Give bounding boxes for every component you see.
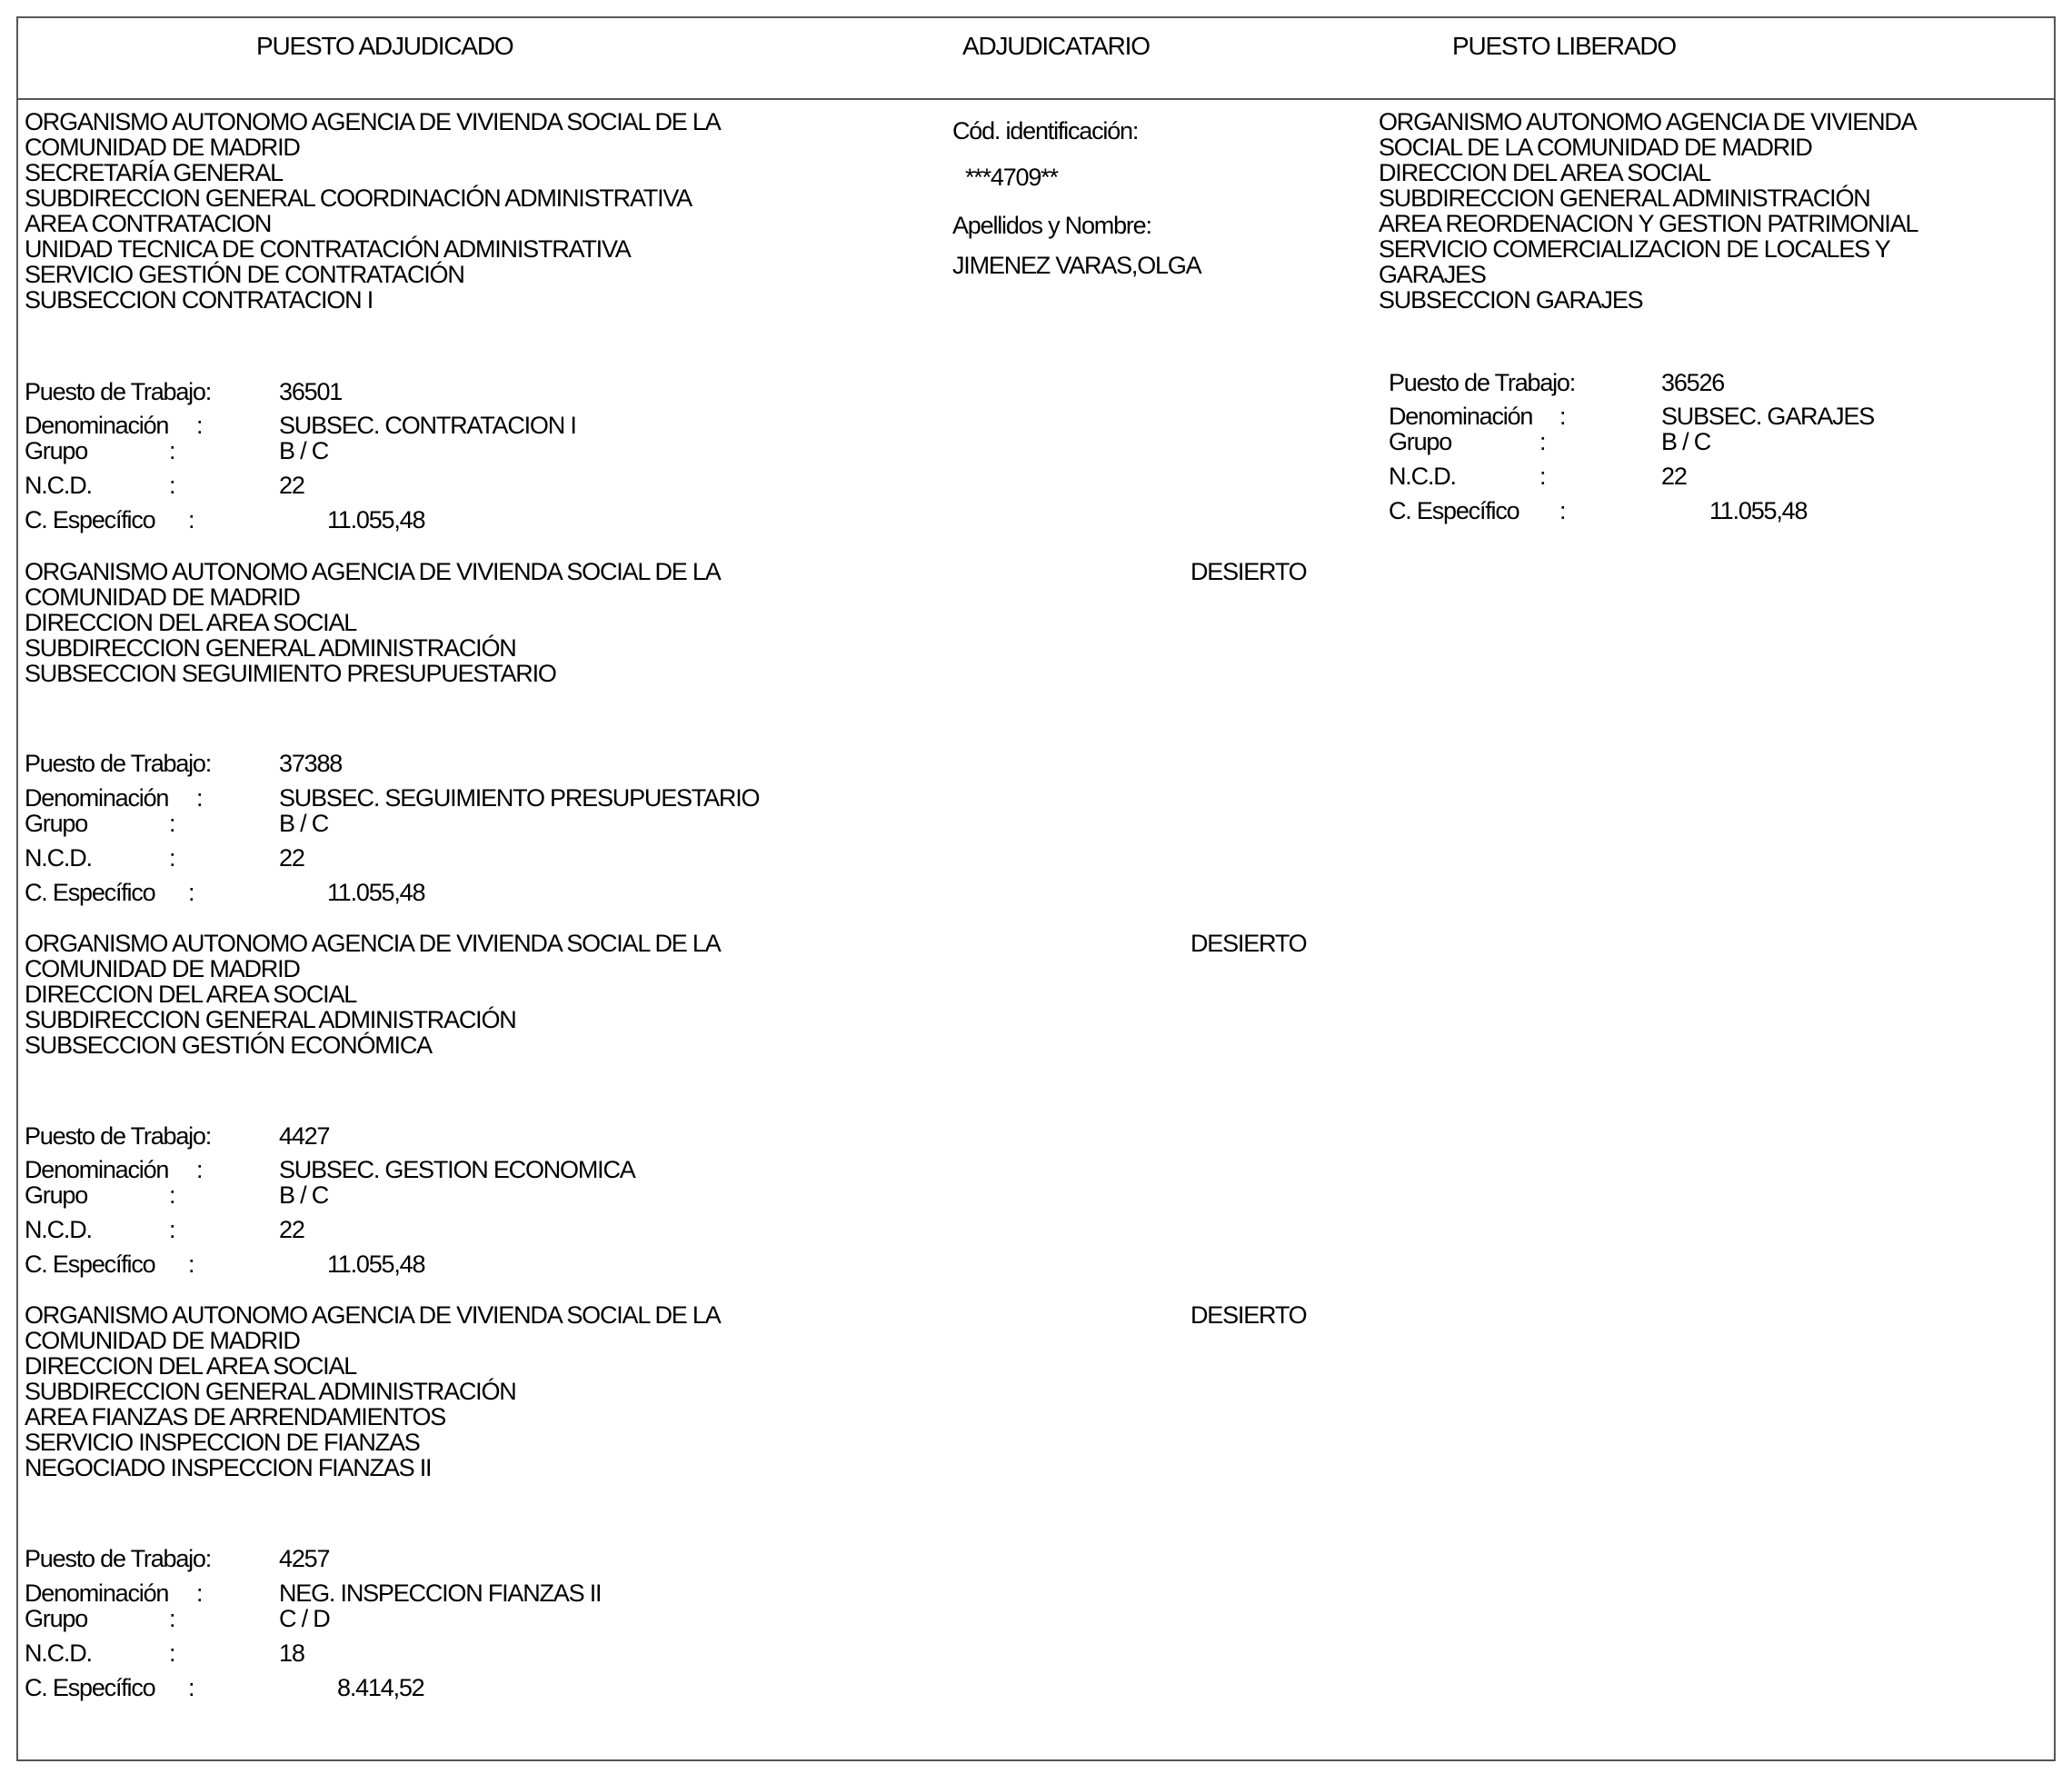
label-denominacion: Denominación	[25, 1580, 169, 1607]
value-especifico: 11.055,48	[327, 879, 425, 906]
colon: :	[1559, 497, 1566, 524]
value-ncd: 22	[1661, 463, 1687, 490]
value-puesto: 36526	[1661, 369, 1725, 396]
org-line: COMUNIDAD DE MADRID	[25, 955, 300, 982]
org-line: GARAJES	[1379, 261, 1486, 288]
value-especifico: 11.055,48	[327, 506, 425, 533]
label-puesto: Puesto de Trabajo:	[25, 750, 212, 777]
value-ncd: 18	[279, 1639, 304, 1667]
status-desierto: DESIERTO	[1190, 1301, 1307, 1329]
value-grupo: C / D	[279, 1605, 330, 1632]
colon: :	[169, 844, 175, 872]
org-line: SUBSECCION GESTIÓN ECONÓMICA	[25, 1032, 432, 1059]
org-line: ORGANISMO AUTONOMO AGENCIA DE VIVIENDA SOCIAL DE LA	[25, 1301, 721, 1329]
org-line: NEGOCIADO INSPECCION FIANZAS II	[25, 1454, 432, 1481]
colon: :	[188, 1674, 194, 1701]
header-puesto-adjudicado: PUESTO ADJUDICADO	[256, 32, 513, 60]
value-denominacion: SUBSEC. GESTION ECONOMICA	[279, 1156, 635, 1183]
label-puesto: Puesto de Trabajo:	[25, 378, 212, 405]
value-grupo: B / C	[279, 437, 329, 464]
entry-4-organization	[25, 1302, 721, 1480]
colon: :	[196, 784, 203, 812]
org-line: AREA REORDENACION Y GESTION PATRIMONIAL	[1379, 210, 1918, 237]
org-line: DIRECCION DEL AREA SOCIAL	[25, 1352, 357, 1380]
label-grupo: Grupo	[25, 810, 88, 837]
colon: :	[169, 437, 175, 464]
header-puesto-liberado: PUESTO LIBERADO	[1452, 32, 1677, 60]
value-denominacion: NEG. INSPECCION FIANZAS II	[279, 1580, 602, 1607]
colon: :	[1539, 463, 1546, 490]
colon: :	[169, 810, 175, 837]
label-especifico: C. Específico	[1389, 497, 1519, 524]
org-line: COMUNIDAD DE MADRID	[25, 583, 300, 611]
org-line: SUBDIRECCION GENERAL ADMINISTRACIÓN	[1379, 184, 1870, 212]
label-especifico: C. Específico	[25, 879, 155, 906]
liberado-organization	[1379, 109, 1918, 313]
value-especifico: 8.414,52	[337, 1674, 424, 1701]
org-line: COMUNIDAD DE MADRID	[25, 134, 300, 161]
org-line: SOCIAL DE LA COMUNIDAD DE MADRID	[1379, 134, 1812, 161]
label-cod-identificacion: Cód. identificación:	[952, 117, 1139, 145]
label-especifico: C. Específico	[25, 1674, 155, 1701]
label-denominacion: Denominación	[25, 784, 169, 812]
label-denominacion: Denominación	[25, 1156, 169, 1183]
label-especifico: C. Específico	[25, 1251, 155, 1278]
value-denominacion: SUBSEC. CONTRATACION I	[279, 412, 576, 439]
org-line: SUBDIRECCION GENERAL ADMINISTRACIÓN	[25, 1006, 516, 1033]
label-apellidos-nombre: Apellidos y Nombre:	[952, 212, 1151, 239]
colon: :	[169, 1216, 175, 1243]
label-ncd: N.C.D.	[25, 1216, 92, 1243]
value-grupo: B / C	[1661, 428, 1711, 455]
label-grupo: Grupo	[25, 1605, 88, 1632]
value-puesto: 4257	[279, 1545, 330, 1572]
org-line: ORGANISMO AUTONOMO AGENCIA DE VIVIENDA SOCIAL DE LA	[25, 558, 721, 585]
value-especifico: 11.055,48	[327, 1251, 425, 1278]
org-line: SUBSECCION CONTRATACION I	[25, 286, 374, 314]
label-puesto: Puesto de Trabajo:	[1389, 369, 1576, 396]
label-ncd: N.C.D.	[1389, 463, 1456, 490]
org-line: ORGANISMO AUTONOMO AGENCIA DE VIVIENDA SOCIAL DE LA	[25, 108, 721, 135]
label-grupo: Grupo	[1389, 428, 1452, 455]
status-desierto: DESIERTO	[1190, 930, 1307, 957]
entry-1-organization	[25, 109, 721, 313]
entry-3-organization	[25, 931, 721, 1058]
value-denominacion: SUBSEC. SEGUIMIENTO PRESUPUESTARIO	[279, 784, 760, 812]
label-ncd: N.C.D.	[25, 472, 92, 499]
colon: :	[196, 1580, 203, 1607]
colon: :	[169, 1181, 175, 1209]
colon: :	[1559, 403, 1566, 430]
org-line: SERVICIO GESTIÓN DE CONTRATACIÓN	[25, 261, 464, 288]
entry-2-organization	[25, 559, 721, 686]
org-line: AREA CONTRATACION	[25, 210, 272, 237]
label-ncd: N.C.D.	[25, 1639, 92, 1667]
org-line: SUBDIRECCION GENERAL COORDINACIÓN ADMINISTRATIVA	[25, 184, 692, 212]
colon: :	[196, 1156, 203, 1183]
label-puesto: Puesto de Trabajo:	[25, 1122, 212, 1150]
value-grupo: B / C	[279, 1181, 329, 1209]
label-grupo: Grupo	[25, 1181, 88, 1209]
value-grupo: B / C	[279, 810, 329, 837]
org-line: COMUNIDAD DE MADRID	[25, 1327, 300, 1354]
label-especifico: C. Específico	[25, 506, 155, 533]
org-line: SUBSECCION SEGUIMIENTO PRESUPUESTARIO	[25, 660, 556, 687]
value-ncd: 22	[279, 472, 304, 499]
header-divider	[16, 98, 2056, 100]
org-line: DIRECCION DEL AREA SOCIAL	[25, 981, 357, 1008]
colon: :	[188, 879, 194, 906]
org-line: SUBSECCION GARAJES	[1379, 286, 1643, 314]
org-line: DIRECCION DEL AREA SOCIAL	[1379, 159, 1711, 186]
value-ncd: 22	[279, 844, 304, 872]
header-adjudicatario: ADJUDICATARIO	[962, 32, 1150, 60]
org-line: ORGANISMO AUTONOMO AGENCIA DE VIVIENDA SOCIAL DE LA	[25, 930, 721, 957]
status-desierto: DESIERTO	[1190, 558, 1307, 585]
org-line: SUBDIRECCION GENERAL ADMINISTRACIÓN	[25, 1378, 516, 1405]
org-line: DIRECCION DEL AREA SOCIAL	[25, 609, 357, 636]
colon: :	[196, 412, 203, 439]
value-denominacion: SUBSEC. GARAJES	[1661, 403, 1875, 430]
value-puesto: 36501	[279, 378, 343, 405]
colon: :	[188, 506, 194, 533]
org-line: SERVICIO COMERCIALIZACION DE LOCALES Y	[1379, 235, 1890, 263]
label-denominacion: Denominación	[25, 412, 169, 439]
value-cod-identificacion: ***4709**	[965, 164, 1058, 191]
org-line: SERVICIO INSPECCION DE FIANZAS	[25, 1429, 420, 1456]
org-line: AREA FIANZAS DE ARRENDAMIENTOS	[25, 1403, 446, 1430]
label-ncd: N.C.D.	[25, 844, 92, 872]
org-line: SECRETARÍA GENERAL	[25, 159, 283, 186]
colon: :	[169, 472, 175, 499]
label-grupo: Grupo	[25, 437, 88, 464]
value-apellidos-nombre: JIMENEZ VARAS,OLGA	[952, 252, 1201, 279]
colon: :	[169, 1639, 175, 1667]
value-puesto: 37388	[279, 750, 343, 777]
colon: :	[188, 1251, 194, 1278]
value-puesto: 4427	[279, 1122, 330, 1150]
label-denominacion: Denominación	[1389, 403, 1533, 430]
value-ncd: 22	[279, 1216, 304, 1243]
label-puesto: Puesto de Trabajo:	[25, 1545, 212, 1572]
org-line: ORGANISMO AUTONOMO AGENCIA DE VIVIENDA	[1379, 108, 1917, 135]
colon: :	[169, 1605, 175, 1632]
org-line: SUBDIRECCION GENERAL ADMINISTRACIÓN	[25, 634, 516, 662]
value-especifico: 11.055,48	[1709, 497, 1808, 524]
org-line: UNIDAD TECNICA DE CONTRATACIÓN ADMINISTRATIVA	[25, 235, 631, 263]
colon: :	[1539, 428, 1546, 455]
